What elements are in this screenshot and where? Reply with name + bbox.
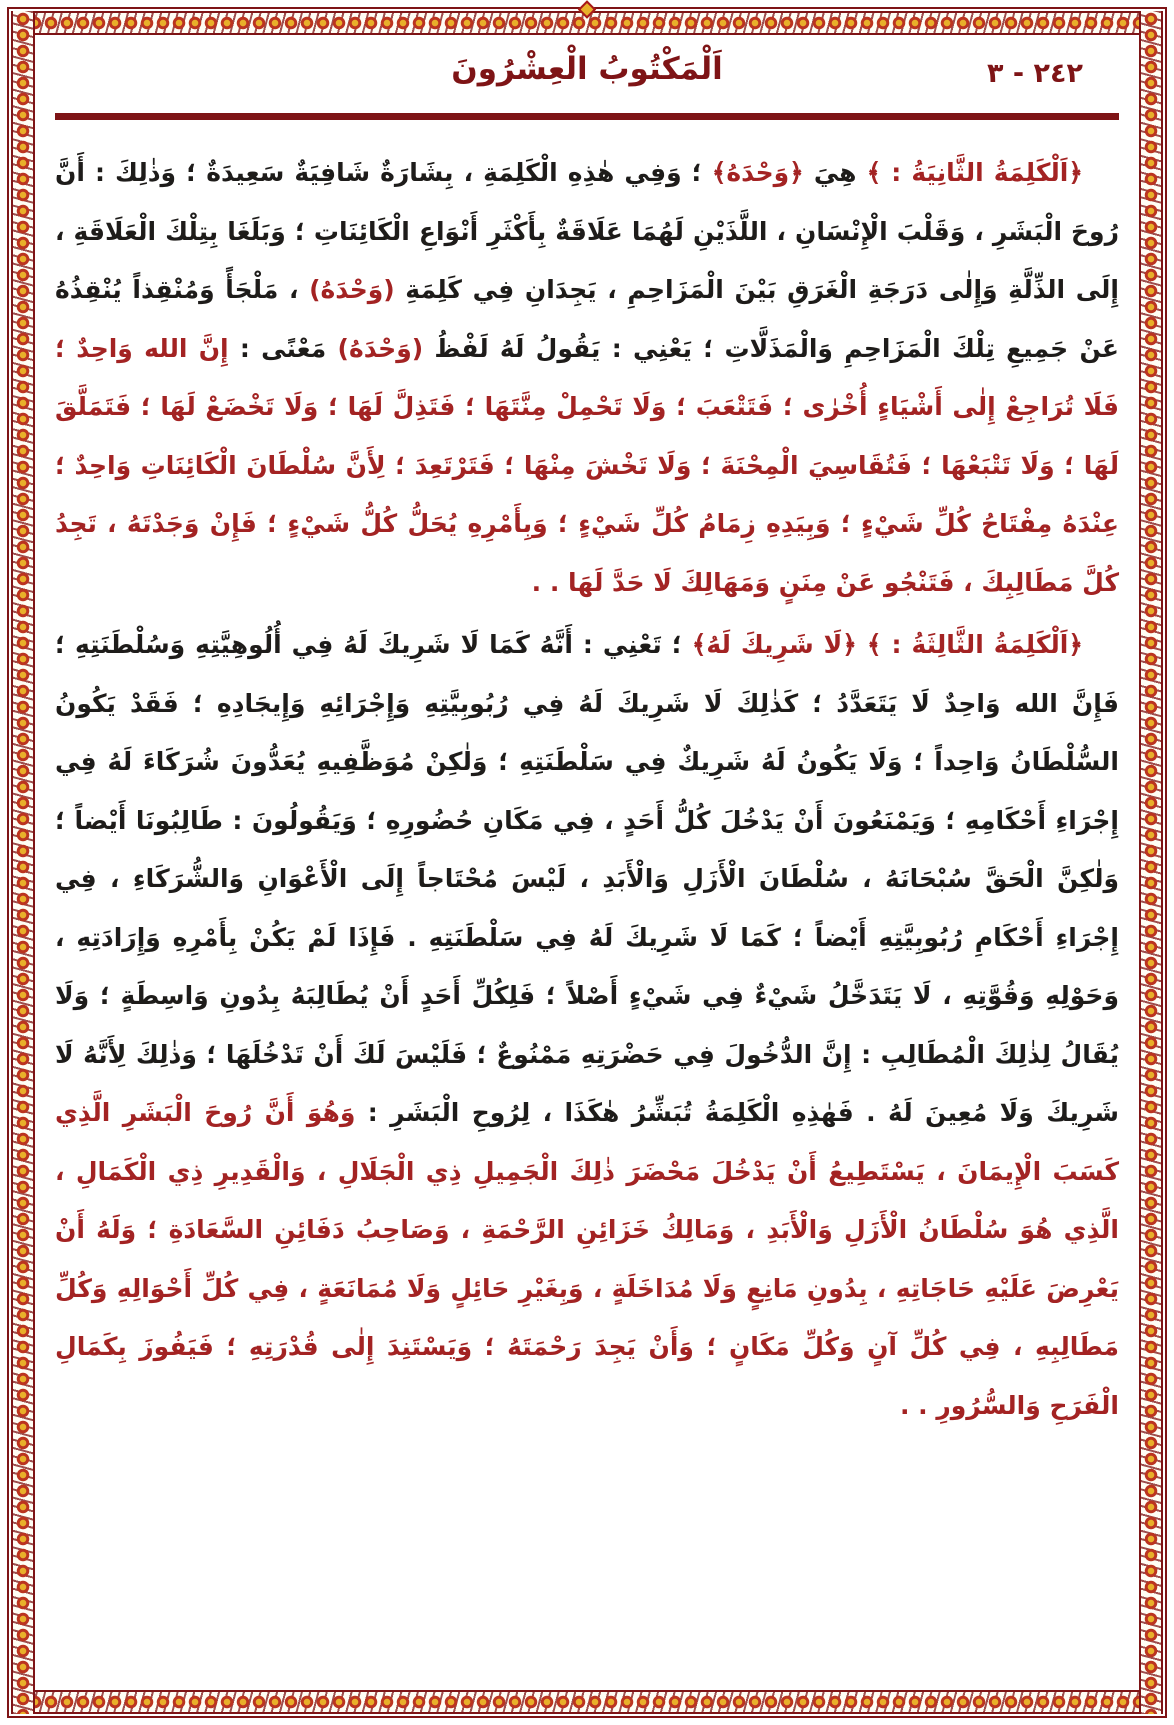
text-segment: ؛ وَفِي هٰذِهِ الْكَلِمَةِ ، بِشَارَةٌ شَافِيَةٌ سَعِيدَةٌ ؛ وَذٰلِكَ : أَنَّ رُوحَ الْبَشَرِ ، وَقَلْبَ الْإِنْسَانِ ، اللَّذَيْنِ لَهُمَا عَلَاقَةٌ بِأَكْثَرِ أَنْوَاعِ الْكَائِنَاتِ ؛ وَبَلَغَا بِتِلْكَ الْعَلَاقَةِ ، إِلَى الذِّلَّةِ وَإِلٰى دَرَجَةِ الْغَرَقِ بَيْنَ الْمَزَاحِمِ ، يَجِدَانِ فِي كَلِمَةِ	[55, 158, 1119, 304]
double-rule	[55, 113, 1119, 120]
text-segment: مَعْنًى :	[228, 333, 338, 363]
page-header	[55, 51, 1119, 103]
red-commentary-segment: إِنَّ الله وَاحِدٌ ؛ فَلَا تُرَاجِعْ إِلٰى أَشْيَاءٍ أُخْرٰى ؛ فَتَتْعَبَ ؛ وَلَا تَحْمِلْ مِنَّتَهَا ؛ فَتَذِلَّ لَهَا ؛ وَلَا تَخْضَعْ لَهَا ؛ فَتَمَلَّقَ لَهَا ؛ وَلَا تَتْبَعْهَا ؛ فَتُقَاسِيَ الْمِحْنَةَ ؛ وَلَا تَخْشَ مِنْهَا ؛ فَتَرْتَعِدَ ؛ لِأَنَّ سُلْطَانَ الْكَائِنَاتِ وَاحِدٌ ؛ عِنْدَهُ مِفْتَاحُ كُلِّ شَيْءٍ ؛ وَبِيَدِهِ زِمَامُ كُلِّ شَيْءٍ ؛ وَبِأَمْرِهِ يُحَلُّ كُلُّ شَيْءٍ ؛ فَإِنْ وَجَدْتَهُ ، تَجِدُ كُلَّ مَطَالِبِكَ ، فَتَنْجُو عَنْ مِنَنٍ وَمَهَالِكَ لَا حَدَّ لَهَا . .	[55, 333, 1119, 597]
page-content	[9, 9, 1165, 1716]
quoted-word-segment: (وَحْدَهُ)	[337, 333, 424, 363]
red-commentary-segment: وَهُوَ أَنَّ رُوحَ الْبَشَرِ الَّذِي كَسَبَ الْإِيمَانَ ، يَسْتَطِيعُ أَنْ يَدْخُلَ مَحْضَرَ ذٰلِكَ الْجَمِيلِ ذِي الْجَلَالِ ، وَالْقَدِيرِ ذِي الْكَمَالِ ، الَّذِي هُوَ سُلْطَانُ الْأَزَلِ وَالْأَبَدِ ، وَمَالِكُ خَزَائِنِ الرَّحْمَةِ ، وَصَاحِبُ دَفَائِنِ السَّعَادَةِ ؛ وَلَهُ أَنْ يَعْرِضَ عَلَيْهِ حَاجَاتِهِ ، بِدُونِ مَانِعٍ وَلَا مُدَاخَلَةٍ ، وَبِغَيْرِ حَائِلٍ وَلَا مُمَانَعَةٍ ، فِي كُلِّ أَحْوَالِهِ وَكُلِّ مَطَالِبِهِ ، فِي كُلِّ آنٍ وَكُلِّ مَكَانٍ ؛ وَأَنْ يَجِدَ رَحْمَتَهُ ؛ وَيَسْتَنِدَ إِلٰى قُدْرَتِهِ ؛ فَيَفُوزَ بِكَمَالِ الْفَرَحِ وَالسُّرُورِ . .	[55, 1098, 1119, 1420]
ornate-heading-segment: ﴿اَلْكَلِمَةُ الثَّالِثَةُ : ﴾ ﴿لَا شَرِيكَ لَهُ﴾	[691, 630, 1083, 659]
quoted-word-segment: (وَحْدَهُ)	[309, 275, 395, 304]
page-title: اَلْمَكْتُوبُ الْعِشْرُونَ	[451, 51, 723, 87]
paragraph-second-word	[55, 144, 1119, 612]
page-number: ٢٤٢ - ٣	[987, 58, 1083, 89]
paragraph-third-word	[55, 616, 1119, 1435]
quoted-word-segment: ﴿وَحْدَهُ﴾	[711, 158, 804, 187]
text-segment: هِيَ	[803, 158, 857, 187]
text-segment: ؛ تَعْنِي : أَنَّهُ كَمَا لَا شَرِيكَ لَهُ فِي أُلُوهِيَّتِهِ وَسُلْطَنَتِهِ ؛ فَإِنَّ الله وَاحِدٌ لَا يَتَعَدَّدُ ؛ كَذٰلِكَ لَا شَرِيكَ لَهُ فِي رُبُوبِيَّتِهِ وَإِجْرَائِهِ وَإِيجَادِهِ ؛ فَقَدْ يَكُونُ السُّلْطَانُ وَاحِداً ؛ وَلَا يَكُونُ لَهُ شَرِيكٌ فِي سَلْطَنَتِهِ ؛ وَلٰكِنْ مُوَظَّفِيهِ يُعَدُّونَ شُرَكَاءَ لَهُ فِي إِجْرَاءِ أَحْكَامِهِ ؛ وَيَمْنَعُونَ أَنْ يَدْخُلَ كُلُّ أَحَدٍ ، فِي مَكَانِ حُضُورِهِ ؛ وَيَقُولُونَ : طَالِبُونَا أَيْضاً ؛ وَلٰكِنَّ الْحَقَّ سُبْحَانَهُ ، سُلْطَانَ الْأَزَلِ وَالْأَبَدِ ، لَيْسَ مُحْتَاجاً إِلَى الْأَعْوَانِ وَالشُّرَكَاءِ ، فِي إِجْرَاءِ أَحْكَامِ رُبُوبِيَّتِهِ أَيْضاً ؛ كَمَا لَا شَرِيكَ لَهُ فِي سَلْطَنَتِهِ . فَإِذَا لَمْ يَكُنْ بِأَمْرِهِ وَإِرَادَتِهِ ، وَحَوْلِهِ وَقُوَّتِهِ ، لَا يَتَدَخَّلُ شَيْءٌ فِي شَيْءٍ أَصْلاً ؛ فَلِكُلِّ أَحَدٍ أَنْ يُطَالِبَهُ بِدُونِ وَاسِطَةٍ ؛ وَلَا يُقَالُ لِذٰلِكَ الْمُطَالِبِ : إِنَّ الدُّخُولَ فِي حَضْرَتِهِ مَمْنُوعٌ ؛ فَلَيْسَ لَكَ أَنْ تَدْخُلَهَا ؛ وَذٰلِكَ لِأَنَّهُ لَا شَرِيكَ وَلَا مُعِينَ لَهُ . فَهٰذِهِ الْكَلِمَةُ تُبَشِّرُ هٰكَذَا ، لِرُوحِ الْبَشَرِ :	[55, 630, 1119, 1127]
ornamental-frame	[7, 7, 1167, 1718]
page-body	[55, 144, 1119, 1435]
ornate-heading-segment: ﴿اَلْكَلِمَةُ الثَّانِيَةُ : ﴾	[856, 158, 1083, 187]
text-segment: ، مَلْجَأً وَمُنْقِذاً يُنْقِذُهُ عَنْ جَمِيعِ تِلْكَ الْمَزَاحِمِ وَالْمَذَلَّاتِ ؛ يَعْنِي : يَقُولُ لَهُ لَفْظُ	[55, 275, 1120, 363]
